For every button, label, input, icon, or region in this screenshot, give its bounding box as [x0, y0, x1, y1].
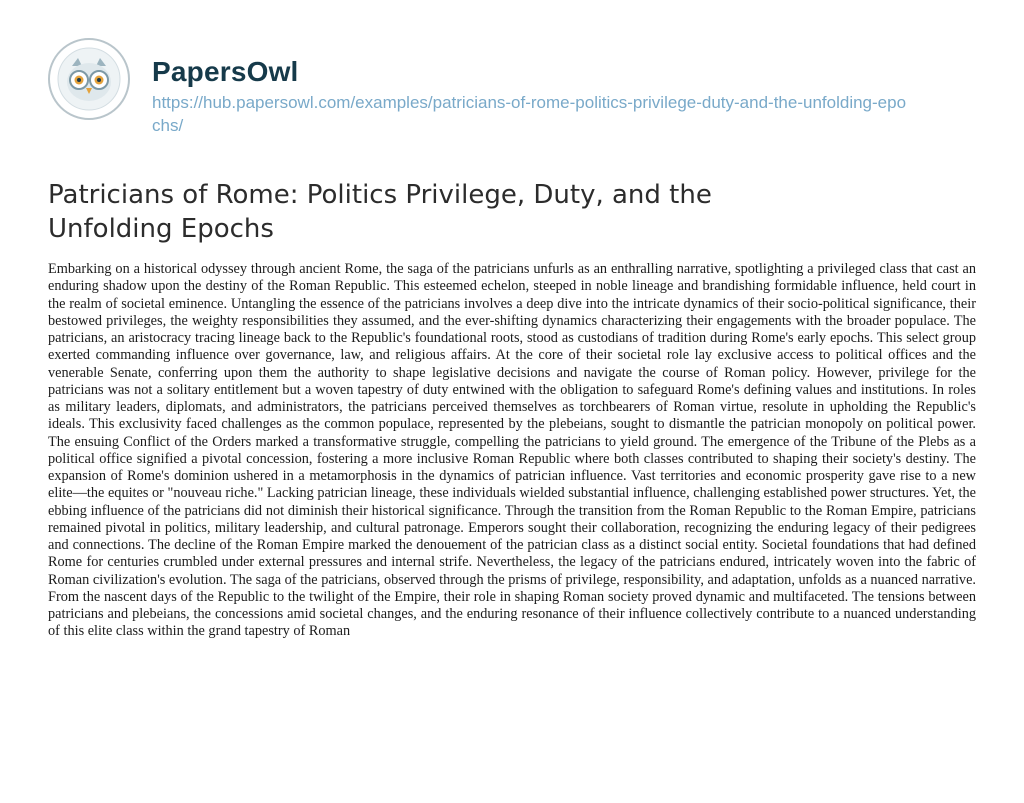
owl-logo-icon: [48, 38, 130, 120]
article-body: Embarking on a historical odyssey through ancient Rome, the saga of the patricians unfurls as an enthralling narrative, spotlighting a privileged class that cast an enduring shadow upon the destiny of the Roman Republic. This esteemed echelon, steeped in noble lineage and brandishing formidable influence, held court in the realm of societal eminence. Untangling the essence of the patricians involves a deep dive into the intricate dynamics of their socio-political significance, their bestowed privileges, the weighty responsibilities they assumed, and the ever-shifting dynamics characterizing their engagements with the broader populace. The patricians, an aristocracy tracing lineage back to the Republic's foundational roots, stood as custodians of tradition during Rome's early epochs. This select group exerted commanding influence over governance, law, and religious affairs. At the core of their societal role lay exclusive access to political offices and the venerable Senate, conferring upon them the authority to shape legislative decisions and navigate the course of Roman policy. However, privilege for the patricians was not a solitary entitlement but a woven tapestry of duty entwined with the obligation to safeguard Rome's defining values and institutions. In roles as military leaders, diplomats, and administrators, the patricians perceived themselves as torchbearers of Roman virtue, resolute in upholding the Republic's ideals. This exclusivity faced challenges as the common populace, represented by the plebeians, sought to dismantle the patrician monopoly on political power. The ensuing Conflict of the Orders marked a transformative struggle, compelling the patricians to yield ground. The emergence of the Tribune of the Plebs as a political office signified a pivotal concession, fostering a more inclusive Roman Republic where both classes contributed to shaping their society's destiny. The expansion of Rome's dominion ushered in a metamorphosis in the dynamics of patrician influence. Vast territories and economic prosperity gave rise to a new elite—the equites or "nouveau riche." Lacking patrician lineage, these individuals wielded substantial influence, challenging established power structures. Yet, the ebbing influence of the patricians did not diminish their historical significance. Through the transition from the Roman Republic to the Roman Empire, patricians remained pivotal in politics, military leadership, and cultural patronage. Emperors sought their collaboration, recognizing the enduring legacy of their pedigrees and connections. The decline of the Roman Empire marked the denouement of the patrician class as a distinct social entity. Societal foundations that had defined Rome for centuries crumbled under external pressures and internal strife. Nevertheless, the legacy of the patricians endured, intricately woven into the fabric of Roman civilization's evolution. The saga of the patricians, observed through the prisms of privilege, responsibility, and adaptation, unfolds as a nuanced narrative. From the nascent days of the Republic to the twilight of the Empire, their role in shaping Roman society proved dynamic and multifaceted. The tensions between patricians and plebeians, the concessions amid societal changes, and the enduring resonance of their influence collectively contribute to a nuanced understanding of this elite class within the grand tapestry of Roman: [48, 261, 976, 640]
brand-name: PapersOwl: [152, 56, 299, 87]
site-header: [48, 38, 912, 137]
source-url-link[interactable]: https://hub.papersowl.com/examples/patricians-of-rome-politics-privilege-duty-and-the-unfolding-epochs/: [152, 93, 907, 135]
owl-face-icon: [54, 44, 124, 114]
article-title: Patricians of Rome: Politics Privilege, Duty, and the Unfolding Epochs: [48, 180, 712, 244]
brand-block: [152, 56, 912, 137]
